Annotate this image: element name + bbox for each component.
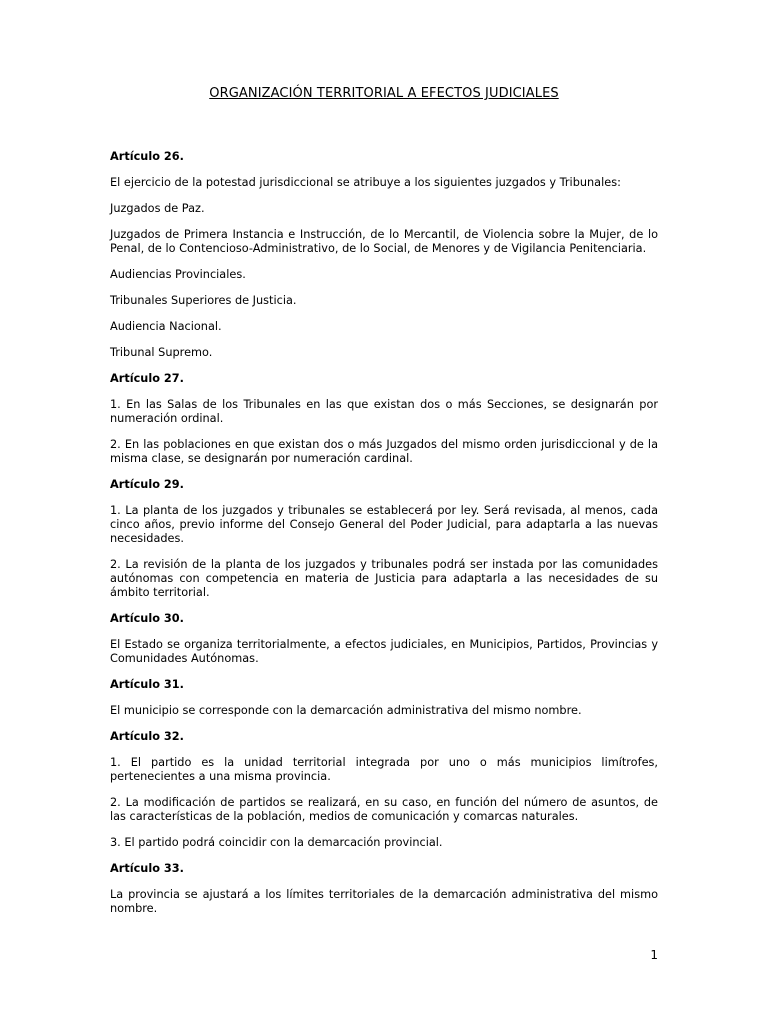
body-paragraph: Audiencia Nacional. xyxy=(110,320,222,333)
article-heading: Artículo 31. xyxy=(110,678,184,691)
page-number: 1 xyxy=(650,948,658,962)
article-heading: Artículo 32. xyxy=(110,730,184,743)
body-paragraph: 3. El partido podrá coincidir con la demarcación provincial. xyxy=(110,836,443,849)
body-paragraph: 1. En las Salas de los Tribunales en las que existan dos o más Secciones, se designarán por numeración ordinal. xyxy=(110,398,658,425)
article-heading: Artículo 27. xyxy=(110,372,184,385)
body-paragraph: Juzgados de Primera Instancia e Instrucción, de lo Mercantil, de Violencia sobre la Mujer, de lo Penal, de lo Contencioso-Administrativo, de lo Social, de Menores y de Vigilancia Penitenciaria. xyxy=(110,228,658,255)
body-paragraph: Tribunales Superiores de Justicia. xyxy=(110,294,297,307)
article-heading: Artículo 29. xyxy=(110,478,184,491)
body-paragraph: El Estado se organiza territorialmente, a efectos judiciales, en Municipios, Partidos, Provincias y Comunidades Autónomas. xyxy=(110,638,658,665)
body-paragraph: 2. La modificación de partidos se realizará, en su caso, en función del número de asuntos, de las características de la población, medios de comunicación y comarcas naturales. xyxy=(110,796,658,823)
article-heading: Artículo 26. xyxy=(110,150,184,163)
body-paragraph: Juzgados de Paz. xyxy=(110,202,205,215)
document-title: ORGANIZACIÓN TERRITORIAL A EFECTOS JUDICIALES xyxy=(209,86,559,101)
body-paragraph: 2. La revisión de la planta de los juzgados y tribunales podrá ser instada por las comunidades autónomas con competencia en materia de Justicia para adaptarla a las necesidades de su ámbito territorial. xyxy=(110,558,658,599)
document-body xyxy=(110,150,658,928)
body-paragraph: El municipio se corresponde con la demarcación administrativa del mismo nombre. xyxy=(110,704,582,717)
body-paragraph: 1. El partido es la unidad territorial integrada por uno o más municipios limítrofes, pertenecientes a una misma provincia. xyxy=(110,756,658,783)
body-paragraph: Tribunal Supremo. xyxy=(110,346,213,359)
article-heading: Artículo 33. xyxy=(110,862,184,875)
article-heading: Artículo 30. xyxy=(110,612,184,625)
body-paragraph: Audiencias Provinciales. xyxy=(110,268,246,281)
body-paragraph: La provincia se ajustará a los límites territoriales de la demarcación administrativa del mismo nombre. xyxy=(110,888,658,915)
body-paragraph: 1. La planta de los juzgados y tribunales se establecerá por ley. Será revisada, al menos, cada cinco años, previo informe del Consejo General del Poder Judicial, para adaptarla a las nuevas necesidades. xyxy=(110,504,658,545)
body-paragraph: El ejercicio de la potestad jurisdiccional se atribuye a los siguientes juzgados y Tribunales: xyxy=(110,176,621,189)
body-paragraph: 2. En las poblaciones en que existan dos o más Juzgados del mismo orden jurisdiccional y de la misma clase, se designarán por numeración cardinal. xyxy=(110,438,658,465)
